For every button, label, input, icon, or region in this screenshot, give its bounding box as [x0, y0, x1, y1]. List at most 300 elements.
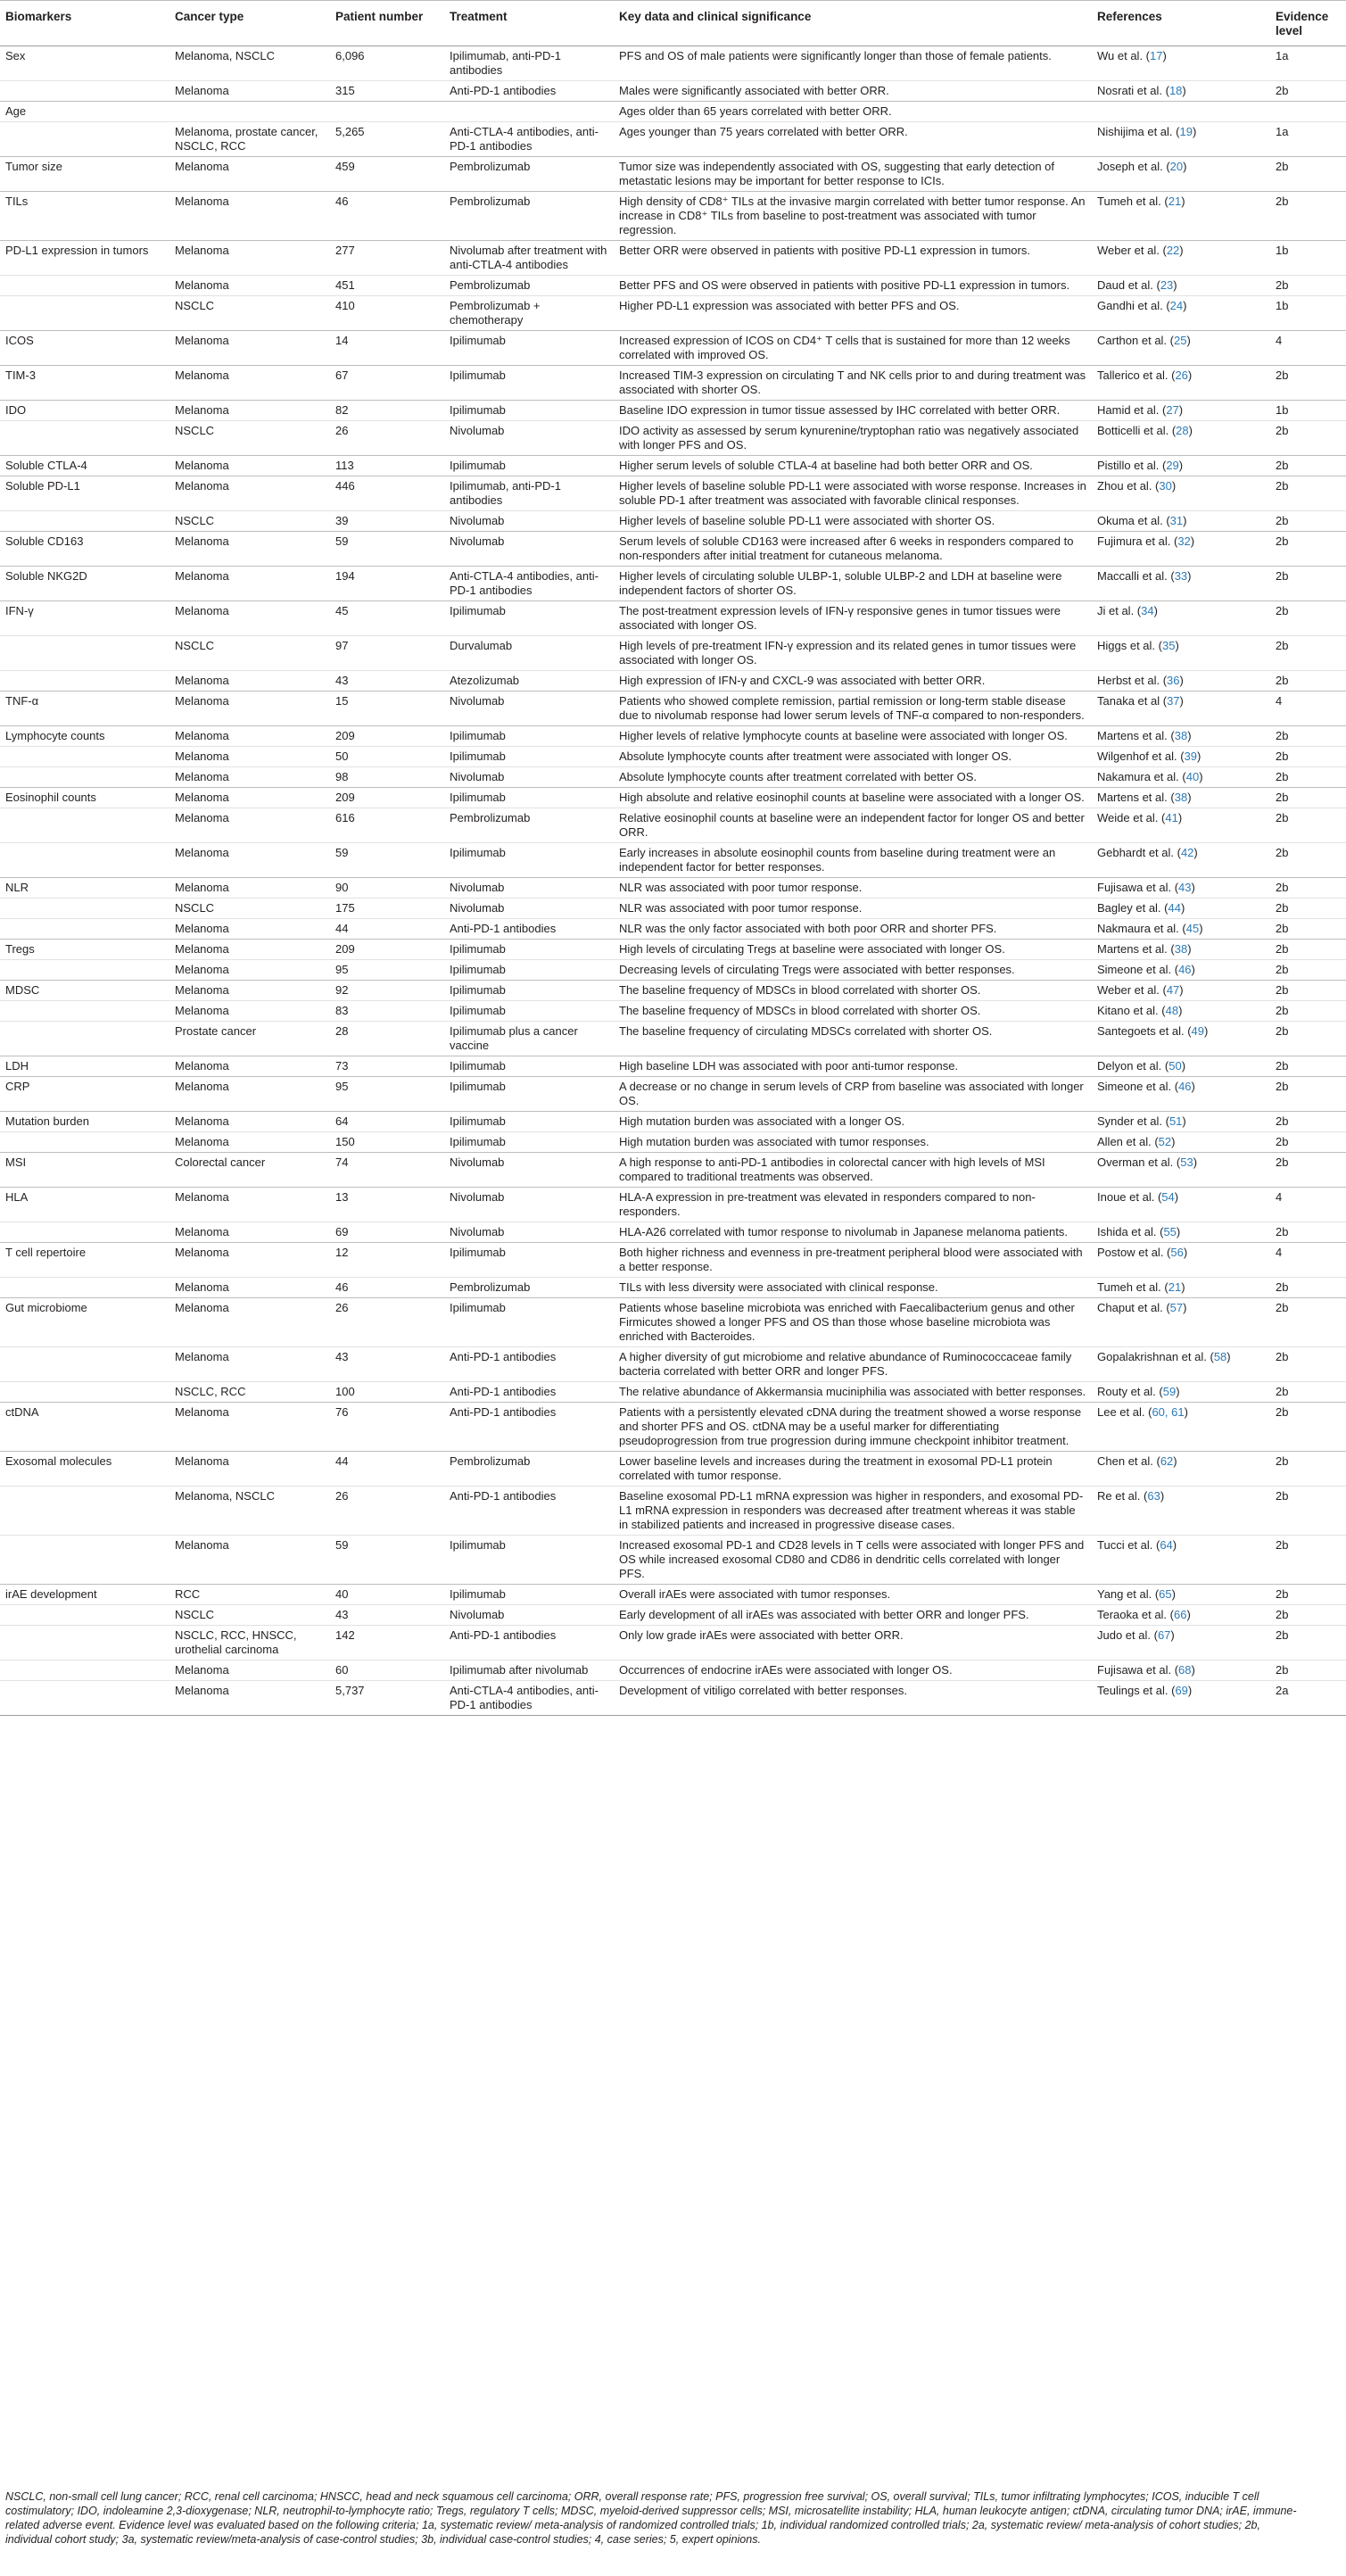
- cell-treatment: Anti-PD-1 antibodies: [444, 1403, 614, 1452]
- cell-key-data: Increased expression of ICOS on CD4⁺ T cells that is sustained for more than 12 weeks correlated with improved OS.: [614, 331, 1092, 366]
- reference-link[interactable]: 46: [1178, 963, 1192, 976]
- table-row: [0, 981, 1346, 1001]
- cell-reference: Martens et al. (38): [1092, 726, 1270, 747]
- reference-link[interactable]: 18: [1168, 84, 1183, 97]
- cell-cancer-type: Melanoma: [169, 157, 330, 192]
- cell-evidence-level: 2b: [1270, 899, 1346, 919]
- reference-link[interactable]: 21: [1168, 195, 1182, 208]
- cell-treatment: Anti-PD-1 antibodies: [444, 1382, 614, 1403]
- cell-treatment: Pembrolizumab: [444, 192, 614, 241]
- reference-link[interactable]: 20: [1169, 160, 1184, 173]
- cell-key-data: High levels of pre-treatment IFN-γ expression and its related genes in tumor tissues were associated with longer OS.: [614, 636, 1092, 671]
- cell-biomarker: [0, 1347, 169, 1382]
- reference-link[interactable]: 26: [1175, 369, 1188, 382]
- reference-author: Gopalakrishnan et al.: [1097, 1350, 1207, 1363]
- reference-link[interactable]: 22: [1166, 244, 1180, 257]
- cell-biomarker: Soluble PD-L1: [0, 476, 169, 511]
- cell-biomarker: Eosinophil counts: [0, 788, 169, 808]
- cell-reference: Tumeh et al. (21): [1092, 192, 1270, 241]
- reference-link[interactable]: 43: [1178, 881, 1192, 894]
- reference-author: Tumeh et al.: [1097, 195, 1161, 208]
- cell-cancer-type: Melanoma, NSCLC: [169, 1487, 330, 1536]
- table-row: [0, 671, 1346, 692]
- cell-cancer-type: Melanoma: [169, 767, 330, 788]
- cell-key-data: High absolute and relative eosinophil counts at baseline were associated with a longer OS.: [614, 788, 1092, 808]
- cell-patient-number: 73: [330, 1056, 444, 1077]
- cell-reference: Fujisawa et al. (68): [1092, 1661, 1270, 1681]
- table-row: [0, 1347, 1346, 1382]
- table-row: [0, 1188, 1346, 1222]
- cell-evidence-level: 2b: [1270, 276, 1346, 296]
- cell-cancer-type: Melanoma: [169, 1001, 330, 1022]
- cell-biomarker: [0, 671, 169, 692]
- cell-patient-number: 616: [330, 808, 444, 843]
- cell-key-data: A high response to anti-PD-1 antibodies in colorectal cancer with high levels of MSI compared to traditional treatments was observed.: [614, 1153, 1092, 1188]
- cell-patient-number: 209: [330, 726, 444, 747]
- reference-author: Kitano et al.: [1097, 1004, 1159, 1017]
- table-row: [0, 1022, 1346, 1056]
- table-row: [0, 122, 1346, 157]
- cell-patient-number: 90: [330, 878, 444, 899]
- reference-link[interactable]: 44: [1168, 901, 1181, 915]
- cell-biomarker: Mutation burden: [0, 1112, 169, 1132]
- cell-cancer-type: NSCLC: [169, 296, 330, 331]
- header-cancer-type: Cancer type: [169, 1, 330, 46]
- cell-cancer-type: Melanoma: [169, 192, 330, 241]
- cell-evidence-level: 2b: [1270, 81, 1346, 102]
- cell-treatment: Nivolumab: [444, 1153, 614, 1188]
- reference-author: Weber et al.: [1097, 983, 1160, 997]
- header-key-data: Key data and clinical significance: [614, 1, 1092, 46]
- cell-evidence-level: 2b: [1270, 747, 1346, 767]
- cell-evidence-level: 4: [1270, 692, 1346, 726]
- reference-link[interactable]: 23: [1160, 278, 1174, 292]
- cell-treatment: Ipilimumab: [444, 747, 614, 767]
- reference-link[interactable]: 39: [1184, 750, 1198, 763]
- cell-reference: Weber et al. (22): [1092, 241, 1270, 276]
- cell-treatment: Ipilimumab: [444, 960, 614, 981]
- cell-treatment: Pembrolizumab: [444, 276, 614, 296]
- reference-link[interactable]: 59: [1162, 1385, 1177, 1398]
- cell-reference: Kitano et al. (48): [1092, 1001, 1270, 1022]
- cell-cancer-type: Melanoma: [169, 567, 330, 601]
- cell-reference: Overman et al. (53): [1092, 1153, 1270, 1188]
- cell-treatment: Ipilimumab: [444, 1077, 614, 1112]
- cell-patient-number: 410: [330, 296, 444, 331]
- table-row: [0, 767, 1346, 788]
- cell-key-data: Decreasing levels of circulating Tregs were associated with better responses.: [614, 960, 1092, 981]
- cell-reference: Chen et al. (62): [1092, 1452, 1270, 1487]
- reference-link[interactable]: 49: [1191, 1024, 1204, 1038]
- cell-key-data: Relative eosinophil counts at baseline were an independent factor for longer OS and better ORR.: [614, 808, 1092, 843]
- cell-key-data: Higher PD-L1 expression was associated with better PFS and OS.: [614, 296, 1092, 331]
- reference-author: Botticelli et al.: [1097, 424, 1169, 437]
- cell-biomarker: [0, 1536, 169, 1585]
- reference-link[interactable]: 51: [1168, 1114, 1183, 1128]
- reference-link[interactable]: 68: [1178, 1663, 1192, 1677]
- reference-link[interactable]: 46: [1178, 1080, 1192, 1093]
- reference-author: Zhou et al.: [1097, 479, 1152, 493]
- cell-treatment: Ipilimumab: [444, 1132, 614, 1153]
- cell-biomarker: Sex: [5, 49, 26, 62]
- reference-link[interactable]: 19: [1179, 125, 1193, 138]
- cell-reference: Carthon et al. (25): [1092, 331, 1270, 366]
- reference-link[interactable]: 64: [1160, 1538, 1173, 1552]
- cell-reference: Tumeh et al. (21): [1092, 1278, 1270, 1298]
- table-row: [0, 366, 1346, 401]
- cell-biomarker: Tumor size: [0, 157, 169, 192]
- cell-patient-number: 209: [330, 940, 444, 960]
- reference-author: Delyon et al.: [1097, 1059, 1162, 1073]
- cell-patient-number: 59: [330, 843, 444, 878]
- table-row: [0, 1605, 1346, 1626]
- reference-link[interactable]: 54: [1161, 1190, 1175, 1204]
- table-row: [0, 636, 1346, 671]
- cell-biomarker: TNF-α: [0, 692, 169, 726]
- cell-patient-number: 14: [330, 331, 444, 366]
- cell-reference: Weber et al. (47): [1092, 981, 1270, 1001]
- cell-key-data: Patients who showed complete remission, partial remission or long-term stable disease due to nivolumab response had lower serum levels of TNF-α compared to non-responders.: [614, 692, 1092, 726]
- cell-treatment: Nivolumab: [444, 767, 614, 788]
- cell-patient-number: 45: [330, 601, 444, 636]
- cell-key-data: Patients with a persistently elevated cDNA during the treatment showed a worse response and shorter PFS and OS. ctDNA may be a useful marker for differentiating pseudoprogression from true progression during immune checkpoint inhibitor treatment.: [614, 1403, 1092, 1452]
- reference-author: Pistillo et al.: [1097, 459, 1160, 472]
- cell-biomarker: HLA: [0, 1188, 169, 1222]
- cell-biomarker: [0, 122, 169, 157]
- reference-link[interactable]: 38: [1174, 942, 1188, 956]
- cell-patient-number: 446: [330, 476, 444, 511]
- cell-evidence-level: 2b: [1270, 981, 1346, 1001]
- cell-key-data: Males were significantly associated with better ORR.: [614, 81, 1092, 102]
- cell-reference: Tanaka et al (37): [1092, 692, 1270, 726]
- cell-treatment: Nivolumab: [444, 532, 614, 567]
- reference-link[interactable]: 21: [1168, 1280, 1182, 1294]
- cell-biomarker: Soluble CTLA-4: [0, 456, 169, 476]
- cell-treatment: Ipilimumab, anti-PD-1 antibodies: [444, 476, 614, 511]
- cell-evidence-level: 2b: [1270, 456, 1346, 476]
- cell-reference: Allen et al. (52): [1092, 1132, 1270, 1153]
- reference-link[interactable]: 50: [1168, 1059, 1182, 1073]
- reference-link[interactable]: 38: [1174, 791, 1188, 804]
- cell-cancer-type: NSCLC: [169, 899, 330, 919]
- table-row: [0, 1661, 1346, 1681]
- cell-biomarker: [0, 1626, 169, 1661]
- reference-author: Herbst et al.: [1097, 674, 1160, 687]
- cell-treatment: Ipilimumab: [444, 331, 614, 366]
- cell-cancer-type: NSCLC: [169, 636, 330, 671]
- reference-link[interactable]: 63: [1147, 1489, 1160, 1503]
- cell-evidence-level: 2b: [1270, 1626, 1346, 1661]
- reference-link[interactable]: 29: [1166, 459, 1179, 472]
- cell-treatment: Nivolumab: [444, 421, 614, 456]
- cell-treatment: Ipilimumab: [444, 456, 614, 476]
- reference-link[interactable]: 31: [1169, 514, 1184, 527]
- reference-link[interactable]: 57: [1169, 1301, 1184, 1314]
- reference-author: Ishida et al.: [1097, 1225, 1157, 1238]
- table-row: [0, 476, 1346, 511]
- cell-key-data: Higher serum levels of soluble CTLA-4 at baseline had both better ORR and OS.: [614, 456, 1092, 476]
- cell-treatment: Nivolumab: [444, 899, 614, 919]
- cell-patient-number: 13: [330, 1188, 444, 1222]
- cell-cancer-type: Melanoma: [169, 878, 330, 899]
- cell-treatment: Pembrolizumab: [444, 1278, 614, 1298]
- cell-treatment: Ipilimumab: [444, 1243, 614, 1278]
- reference-link[interactable]: 62: [1160, 1454, 1174, 1468]
- cell-treatment: Nivolumab: [444, 692, 614, 726]
- cell-treatment: Ipilimumab plus a cancer vaccine: [444, 1022, 614, 1056]
- cell-evidence-level: 2b: [1270, 767, 1346, 788]
- reference-link[interactable]: 42: [1180, 846, 1194, 859]
- cell-reference: Higgs et al. (35): [1092, 636, 1270, 671]
- cell-evidence-level: 2b: [1270, 601, 1346, 636]
- cell-key-data: High density of CD8⁺ TILs at the invasive margin correlated with better tumor response. An increase in CD8⁺ TILs from baseline to post-treatment was associated with tumor regression.: [614, 192, 1092, 241]
- cell-patient-number: 6,096: [335, 49, 365, 62]
- reference-author: Joseph et al.: [1097, 160, 1163, 173]
- cell-evidence-level: 2b: [1270, 1452, 1346, 1487]
- table-row: [0, 1222, 1346, 1243]
- reference-link[interactable]: 36: [1167, 674, 1180, 687]
- cell-patient-number: 64: [330, 1112, 444, 1132]
- cell-patient-number: 26: [330, 1298, 444, 1347]
- cell-biomarker: Soluble NKG2D: [0, 567, 169, 601]
- reference-author: Martens et al.: [1097, 791, 1168, 804]
- table-row: [0, 81, 1346, 102]
- reference-author: Fujimura et al.: [1097, 534, 1171, 548]
- reference-author: Fujisawa et al.: [1097, 1663, 1172, 1677]
- reference-author: Martens et al.: [1097, 729, 1168, 742]
- cell-cancer-type: Melanoma: [169, 843, 330, 878]
- cell-reference: Chaput et al. (57): [1092, 1298, 1270, 1347]
- cell-cancer-type: NSCLC, RCC, HNSCC, urothelial carcinoma: [169, 1626, 330, 1661]
- cell-key-data: A decrease or no change in serum levels of CRP from baseline was associated with longer OS.: [614, 1077, 1092, 1112]
- header-row: [0, 1, 1346, 46]
- cell-treatment: Anti-PD-1 antibodies: [444, 1487, 614, 1536]
- cell-biomarker: [0, 808, 169, 843]
- reference-link[interactable]: 28: [1176, 424, 1189, 437]
- table-row: [0, 532, 1346, 567]
- table-row: [0, 1298, 1346, 1347]
- cell-biomarker: Tregs: [0, 940, 169, 960]
- reference-link[interactable]: 34: [1141, 604, 1154, 617]
- cell-treatment: Ipilimumab: [444, 1056, 614, 1077]
- reference-link[interactable]: 27: [1166, 403, 1179, 417]
- reference-author: Weide et al.: [1097, 811, 1159, 824]
- cell-treatment: Ipilimumab: [444, 366, 614, 401]
- cell-key-data: Absolute lymphocyte counts after treatment correlated with better OS.: [614, 767, 1092, 788]
- reference-link[interactable]: 47: [1166, 983, 1180, 997]
- reference-link[interactable]: 66: [1174, 1608, 1187, 1621]
- cell-biomarker: [0, 1681, 169, 1716]
- cell-key-data: High baseline LDH was associated with poor anti-tumor response.: [614, 1056, 1092, 1077]
- cell-reference: Nishijima et al. (19): [1092, 122, 1270, 157]
- cell-patient-number: 315: [330, 81, 444, 102]
- cell-treatment: Ipilimumab: [444, 1585, 614, 1605]
- cell-evidence-level: 2b: [1270, 1347, 1346, 1382]
- cell-evidence-level: 2b: [1270, 1112, 1346, 1132]
- table-row: [0, 940, 1346, 960]
- cell-evidence-level: 2b: [1270, 636, 1346, 671]
- cell-treatment: Pembrolizumab: [444, 808, 614, 843]
- cell-key-data: Higher levels of baseline soluble PD-L1 were associated with shorter OS.: [614, 511, 1092, 532]
- reference-author: Gebhardt et al.: [1097, 846, 1174, 859]
- table-row: [0, 1452, 1346, 1487]
- cell-patient-number: 46: [330, 1278, 444, 1298]
- table-row: [0, 1153, 1346, 1188]
- reference-author: Tallerico et al.: [1097, 369, 1168, 382]
- cell-patient-number: 46: [330, 192, 444, 241]
- cell-patient-number: 5,737: [330, 1681, 444, 1716]
- cell-key-data: Occurrences of endocrine irAEs were associated with longer OS.: [614, 1661, 1092, 1681]
- cell-key-data: The post-treatment expression levels of IFN-γ responsive genes in tumor tissues were associated with longer OS.: [614, 601, 1092, 636]
- cell-key-data: Baseline IDO expression in tumor tissue assessed by IHC correlated with better ORR.: [614, 401, 1092, 421]
- cell-evidence-level: 2b: [1270, 1132, 1346, 1153]
- cell-cancer-type: Melanoma: [169, 1243, 330, 1278]
- reference-link[interactable]: 55: [1163, 1225, 1177, 1238]
- cell-evidence-level: 2a: [1270, 1681, 1346, 1716]
- cell-patient-number: 39: [330, 511, 444, 532]
- reference-author: Wu et al.: [1097, 49, 1144, 62]
- cell-biomarker: [0, 767, 169, 788]
- cell-reference: Simeone et al. (46): [1092, 1077, 1270, 1112]
- cell-biomarker: IDO: [0, 401, 169, 421]
- cell-cancer-type: Melanoma: [169, 1112, 330, 1132]
- cell-patient-number: 95: [330, 960, 444, 981]
- table-row: [0, 401, 1346, 421]
- cell-reference: Fujisawa et al. (43): [1092, 878, 1270, 899]
- cell-biomarker: [0, 636, 169, 671]
- cell-evidence-level: 2b: [1270, 878, 1346, 899]
- reference-link[interactable]: 52: [1158, 1135, 1172, 1148]
- cell-cancer-type: Melanoma: [169, 401, 330, 421]
- cell-evidence-level: 2b: [1270, 843, 1346, 878]
- reference-link[interactable]: 35: [1162, 639, 1176, 652]
- cell-biomarker: [0, 1661, 169, 1681]
- table-row: [0, 919, 1346, 940]
- reference-link[interactable]: 60, 61: [1152, 1405, 1185, 1419]
- cell-patient-number: 451: [330, 276, 444, 296]
- cell-biomarker: IFN-γ: [0, 601, 169, 636]
- cell-evidence-level: 2b: [1270, 1077, 1346, 1112]
- cell-cancer-type: Melanoma, prostate cancer, NSCLC, RCC: [169, 122, 330, 157]
- cell-reference: Wilgenhof et al. (39): [1092, 747, 1270, 767]
- reference-author: Wilgenhof et al.: [1097, 750, 1177, 763]
- table-row: [0, 1585, 1346, 1605]
- reference-link[interactable]: 40: [1185, 770, 1200, 783]
- cell-evidence-level: 2b: [1270, 567, 1346, 601]
- cell-patient-number: 277: [330, 241, 444, 276]
- table-row: [0, 331, 1346, 366]
- cell-key-data: The baseline frequency of MDSCs in blood correlated with shorter OS.: [614, 981, 1092, 1001]
- reference-link[interactable]: 38: [1174, 729, 1188, 742]
- cell-reference: Fujimura et al. (32): [1092, 532, 1270, 567]
- cell-biomarker: Lymphocyte counts: [0, 726, 169, 747]
- cell-patient-number: 92: [330, 981, 444, 1001]
- cell-key-data: IDO activity as assessed by serum kynurenine/tryptophan ratio was negatively associated with longer PFS and OS.: [614, 421, 1092, 456]
- reference-link[interactable]: 32: [1177, 534, 1191, 548]
- cell-cancer-type: Melanoma, NSCLC: [175, 49, 275, 62]
- reference-author: Teulings et al.: [1097, 1684, 1168, 1697]
- cell-patient-number: 26: [330, 1487, 444, 1536]
- reference-author: Simeone et al.: [1097, 963, 1172, 976]
- reference-link[interactable]: 69: [1175, 1684, 1188, 1697]
- cell-key-data: NLR was associated with poor tumor response.: [614, 878, 1092, 899]
- cell-reference: Simeone et al. (46): [1092, 960, 1270, 981]
- cell-reference: Nakamura et al. (40): [1092, 767, 1270, 788]
- cell-cancer-type: Melanoma: [169, 1132, 330, 1153]
- reference-link[interactable]: 45: [1185, 922, 1200, 935]
- table-row: [0, 192, 1346, 241]
- cell-biomarker: [0, 1022, 169, 1056]
- reference-author: Okuma et al.: [1097, 514, 1163, 527]
- cell-key-data: Only low grade irAEs were associated with better ORR.: [614, 1626, 1092, 1661]
- reference-link[interactable]: 56: [1170, 1246, 1184, 1259]
- cell-key-data: Tumor size was independently associated with OS, suggesting that early detection of metastatic lesions may be important for better response to ICIs.: [614, 157, 1092, 192]
- reference-author: Nakmaura et al.: [1097, 922, 1179, 935]
- reference-link[interactable]: 67: [1157, 1628, 1171, 1642]
- cell-biomarker: [0, 1001, 169, 1022]
- cell-biomarker: [0, 511, 169, 532]
- cell-patient-number: 194: [330, 567, 444, 601]
- cell-biomarker: [0, 960, 169, 981]
- cell-reference: Ji et al. (34): [1092, 601, 1270, 636]
- cell-cancer-type: Melanoma: [169, 366, 330, 401]
- reference-link[interactable]: 41: [1165, 811, 1178, 824]
- reference-link[interactable]: 48: [1165, 1004, 1179, 1017]
- reference-link[interactable]: 30: [1159, 479, 1172, 493]
- cell-evidence-level: 2b: [1270, 1487, 1346, 1536]
- reference-link[interactable]: 53: [1180, 1155, 1193, 1169]
- table-row: [0, 726, 1346, 747]
- cell-biomarker: LDH: [0, 1056, 169, 1077]
- table-row: [0, 899, 1346, 919]
- table-body: [0, 46, 1346, 1716]
- cell-cancer-type: [169, 102, 330, 122]
- table-row: [0, 567, 1346, 601]
- cell-treatment: Anti-PD-1 antibodies: [444, 1347, 614, 1382]
- cell-evidence-level: [1270, 102, 1346, 122]
- cell-treatment: Ipilimumab: [444, 981, 614, 1001]
- cell-reference: Synder et al. (51): [1092, 1112, 1270, 1132]
- cell-key-data: Ages older than 65 years correlated with better ORR.: [614, 102, 1092, 122]
- cell-patient-number: [330, 102, 444, 122]
- reference-link[interactable]: 25: [1174, 334, 1187, 347]
- header-biomarkers: Biomarkers: [0, 1, 169, 46]
- table-row: [0, 102, 1346, 122]
- cell-biomarker: [0, 1605, 169, 1626]
- reference-link[interactable]: 24: [1169, 299, 1184, 312]
- cell-cancer-type: Melanoma: [169, 1077, 330, 1112]
- cell-reference: Botticelli et al. (28): [1092, 421, 1270, 456]
- cell-key-data: Development of vitiligo correlated with better responses.: [614, 1681, 1092, 1716]
- reference-link[interactable]: 65: [1159, 1587, 1172, 1601]
- reference-author: Allen et al.: [1097, 1135, 1152, 1148]
- cell-patient-number: 74: [330, 1153, 444, 1188]
- reference-link[interactable]: 37: [1167, 694, 1180, 708]
- cell-key-data: Increased exosomal PD-1 and CD28 levels in T cells were associated with longer PFS and OS while increased exosomal CD80 and CD86 in dendritic cells correlated with longer PFS.: [614, 1536, 1092, 1585]
- cell-key-data: Serum levels of soluble CD163 were increased after 6 weeks in responders compared to non-responders after initial treatment for cutaneous melanoma.: [614, 532, 1092, 567]
- reference-link[interactable]: 17: [1150, 49, 1163, 62]
- cell-reference: Tallerico et al. (26): [1092, 366, 1270, 401]
- reference-link[interactable]: 58: [1213, 1350, 1227, 1363]
- cell-patient-number: 5,265: [330, 122, 444, 157]
- table-row: [0, 1681, 1346, 1716]
- cell-evidence-level: 2b: [1270, 808, 1346, 843]
- cell-treatment: Nivolumab: [444, 511, 614, 532]
- reference-author: Gandhi et al.: [1097, 299, 1163, 312]
- cell-biomarker: [0, 747, 169, 767]
- reference-link[interactable]: 33: [1174, 569, 1188, 583]
- cell-treatment: Ipilimumab: [444, 843, 614, 878]
